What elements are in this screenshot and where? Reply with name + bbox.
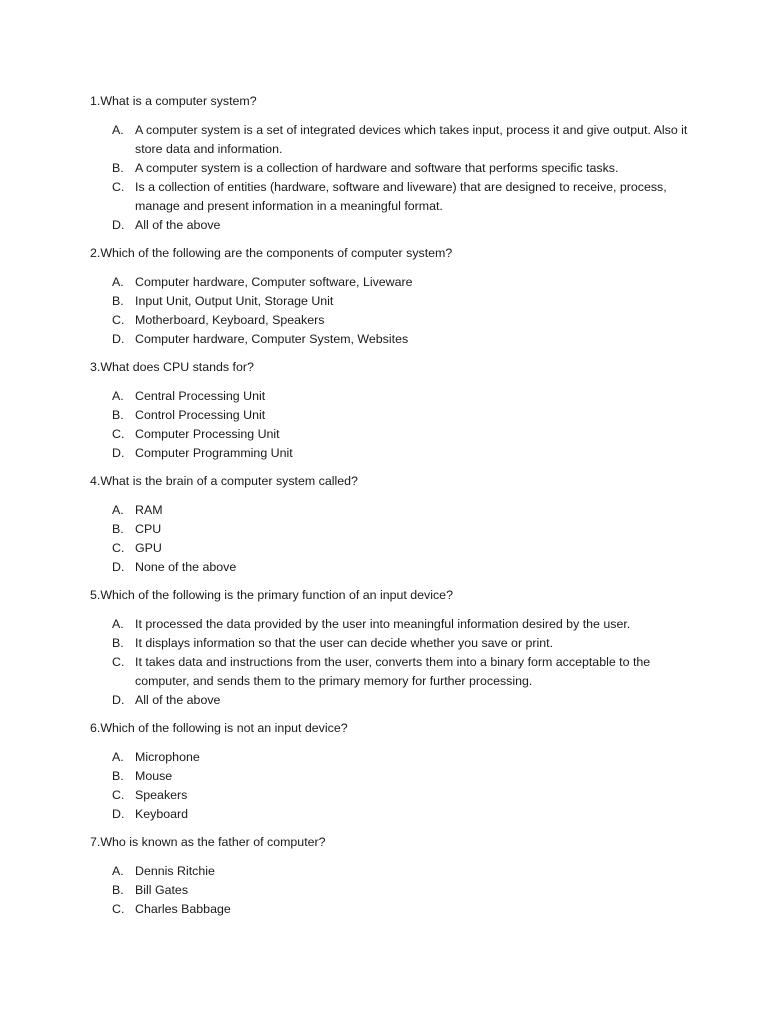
option-letter: C.: [112, 902, 125, 916]
option-a: [90, 862, 698, 881]
option-a: [90, 748, 698, 767]
option-text: None of the above: [135, 560, 237, 574]
option-a: [90, 501, 698, 520]
option-letter: C.: [112, 427, 125, 441]
question-text: 1.What is a computer system?: [90, 94, 257, 108]
option-b: [90, 159, 698, 178]
option-text: GPU: [135, 541, 162, 555]
option-d: [90, 558, 698, 577]
option-c: [90, 311, 698, 330]
option-b: [90, 767, 698, 786]
option-text: Microphone: [135, 750, 200, 764]
question-3: [90, 358, 698, 463]
question-text: 7.Who is known as the father of computer?: [90, 835, 326, 849]
option-letter: B.: [112, 769, 124, 783]
option-list: [90, 748, 698, 824]
option-text: Dennis Ritchie: [135, 864, 215, 878]
option-letter: B.: [112, 883, 124, 897]
option-list: [90, 273, 698, 349]
question-7: [90, 833, 698, 919]
option-d: [90, 691, 698, 710]
option-text: It takes data and instructions from the user, converts them into a binary form acceptable to the computer, and sends them to the primary memory for further processing.: [135, 655, 651, 688]
question-text: 6.Which of the following is not an input device?: [90, 721, 348, 735]
option-text: Computer hardware, Computer System, Websites: [135, 332, 409, 346]
option-b: [90, 292, 698, 311]
option-b: [90, 406, 698, 425]
question-1: [90, 92, 698, 235]
option-b: [90, 881, 698, 900]
option-letter: B.: [112, 522, 124, 536]
question-text: 4.What is the brain of a computer system called?: [90, 474, 358, 488]
option-text: Is a collection of entities (hardware, software and liveware) that are designed to receive, process, manage and present information in a meaningful format.: [135, 180, 667, 213]
option-text: Input Unit, Output Unit, Storage Unit: [135, 294, 334, 308]
option-text: Mouse: [135, 769, 173, 783]
option-letter: B.: [112, 294, 124, 308]
option-text: It displays information so that the user can decide whether you save or print.: [135, 636, 554, 650]
option-list: [90, 387, 698, 463]
option-letter: C.: [112, 788, 125, 802]
option-d: [90, 805, 698, 824]
option-letter: A.: [112, 123, 124, 137]
option-letter: C.: [112, 541, 125, 555]
option-letter: D.: [112, 693, 125, 707]
option-text: Computer hardware, Computer software, Liveware: [135, 275, 413, 289]
option-text: CPU: [135, 522, 162, 536]
option-c: [90, 653, 698, 691]
option-letter: C.: [112, 180, 125, 194]
option-c: [90, 178, 698, 216]
option-letter: A.: [112, 389, 124, 403]
option-letter: D.: [112, 218, 125, 232]
option-letter: D.: [112, 332, 125, 346]
option-b: [90, 634, 698, 653]
option-a: [90, 615, 698, 634]
option-text: Charles Babbage: [135, 902, 231, 916]
question-4: [90, 472, 698, 577]
option-letter: C.: [112, 655, 125, 669]
option-text: Keyboard: [135, 807, 189, 821]
question-text: 5.Which of the following is the primary function of an input device?: [90, 588, 453, 602]
option-text: It processed the data provided by the user into meaningful information desired by the user.: [135, 617, 631, 631]
option-text: Control Processing Unit: [135, 408, 266, 422]
option-d: [90, 216, 698, 235]
option-text: Bill Gates: [135, 883, 189, 897]
option-b: [90, 520, 698, 539]
option-letter: B.: [112, 161, 124, 175]
question-text: 3.What does CPU stands for?: [90, 360, 254, 374]
option-d: [90, 330, 698, 349]
question-5: [90, 586, 698, 710]
option-c: [90, 425, 698, 444]
option-list: [90, 121, 698, 235]
option-d: [90, 444, 698, 463]
option-text: A computer system is a collection of hardware and software that performs specific tasks.: [135, 161, 619, 175]
option-text: All of the above: [135, 693, 221, 707]
option-letter: D.: [112, 446, 125, 460]
option-c: [90, 539, 698, 558]
option-text: Computer Programming Unit: [135, 446, 293, 460]
option-letter: D.: [112, 560, 125, 574]
option-letter: D.: [112, 807, 125, 821]
option-text: Central Processing Unit: [135, 389, 266, 403]
option-list: [90, 501, 698, 577]
option-c: [90, 900, 698, 919]
question-6: [90, 719, 698, 824]
question-text: 2.Which of the following are the components of computer system?: [90, 246, 453, 260]
option-letter: A.: [112, 750, 124, 764]
option-letter: A.: [112, 503, 124, 517]
option-a: [90, 121, 698, 159]
option-text: Motherboard, Keyboard, Speakers: [135, 313, 325, 327]
option-c: [90, 786, 698, 805]
option-list: [90, 862, 698, 919]
question-2: [90, 244, 698, 349]
option-letter: A.: [112, 864, 124, 878]
option-letter: B.: [112, 636, 124, 650]
option-letter: C.: [112, 313, 125, 327]
option-text: Computer Processing Unit: [135, 427, 280, 441]
option-list: [90, 615, 698, 710]
option-letter: B.: [112, 408, 124, 422]
option-text: RAM: [135, 503, 163, 517]
option-text: A computer system is a set of integrated devices which takes input, process it and give output. Also it store data and information.: [135, 123, 688, 156]
option-letter: A.: [112, 617, 124, 631]
option-text: Speakers: [135, 788, 188, 802]
option-letter: A.: [112, 275, 124, 289]
option-text: All of the above: [135, 218, 221, 232]
option-a: [90, 387, 698, 406]
option-a: [90, 273, 698, 292]
